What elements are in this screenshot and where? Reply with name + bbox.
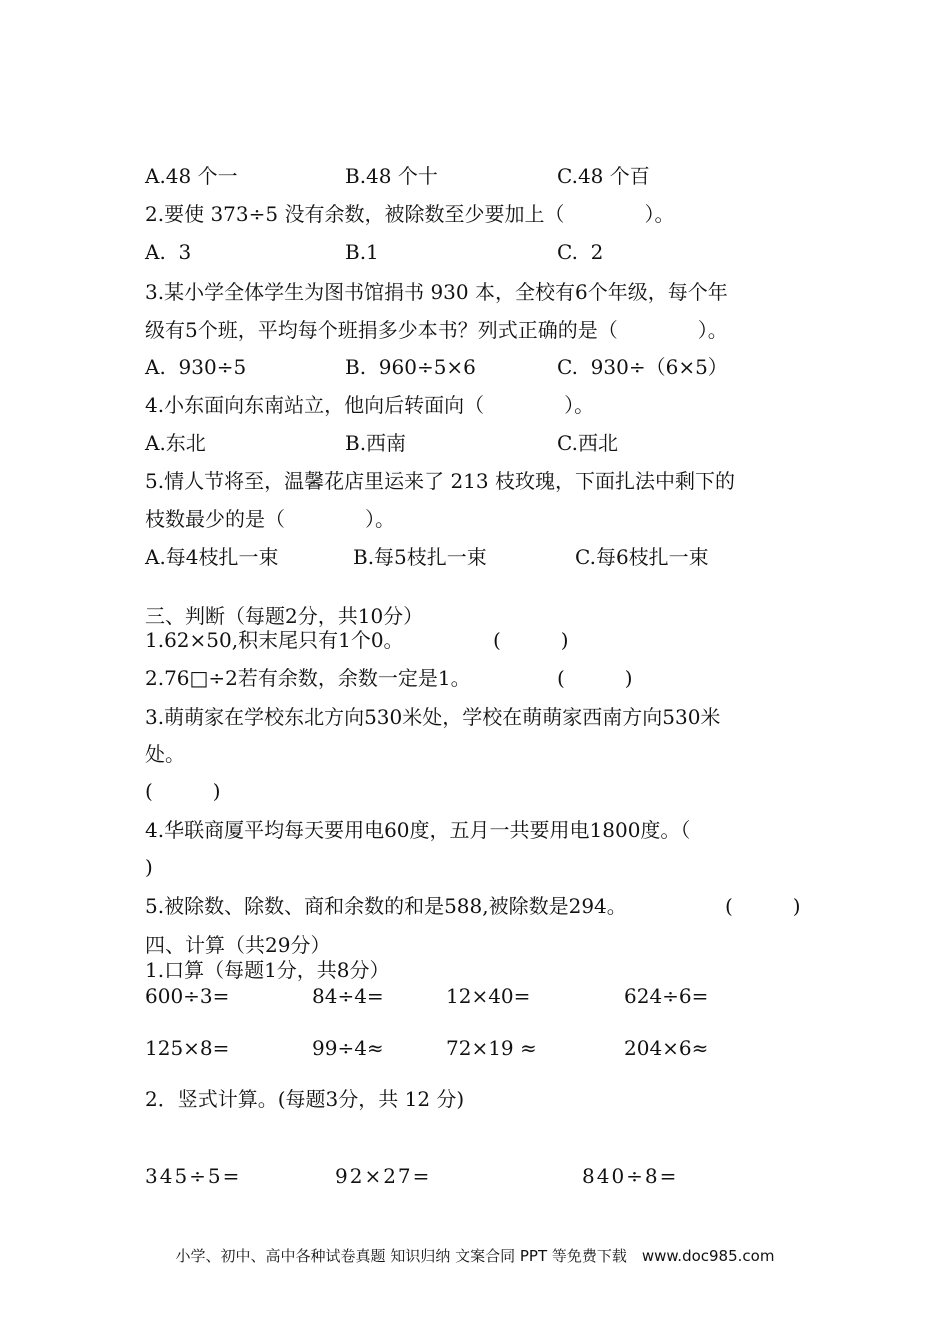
calc-heading: 四、计算（共29分） <box>145 933 331 957</box>
judge-5: 5.被除数、除数、商和余数的和是588,被除数是294。 <box>145 894 627 918</box>
oral-item: 125×8= <box>145 1036 230 1060</box>
judge-1: 1.62×50,积末尾只有1个0。 <box>145 628 404 652</box>
judge-1-answer-paren: ( ) <box>493 628 569 652</box>
q1-option-b: B.48 个十 <box>345 164 438 188</box>
oral-calc-heading: 1.口算（每题1分，共8分） <box>145 958 390 982</box>
q3-option-a: A. 930÷5 <box>145 355 247 379</box>
q5-option-a: A.每4枝扎一束 <box>145 545 279 569</box>
q2-option-c: C. 2 <box>557 240 604 264</box>
q5-option-b: B.每5枝扎一束 <box>353 545 487 569</box>
question-5-line-1: 5.情人节将至，温馨花店里运来了 213 枝玫瑰，下面扎法中剩下的 <box>145 469 735 493</box>
oral-item: 99÷4≈ <box>312 1036 384 1060</box>
vertical-item: 345÷5= <box>145 1164 242 1188</box>
vertical-item: 840÷8= <box>582 1164 679 1188</box>
vertical-calc-heading: 2．竖式计算。(每题3分，共 12 分) <box>145 1087 465 1111</box>
judge-3-line-1: 3.萌萌家在学校东北方向530米处，学校在萌萌家西南方向530米 <box>145 705 721 729</box>
oral-item: 624÷6= <box>624 984 709 1008</box>
oral-item: 600÷3= <box>145 984 230 1008</box>
judge-4-line-1: 4.华联商厦平均每天要用电60度，五月一共要用电1800度。（ <box>145 818 691 842</box>
question-4: 4.小东面向东南站立，他向后转面向（ ）。 <box>145 393 595 417</box>
oral-item: 84÷4= <box>312 984 384 1008</box>
judge-2: 2.76□÷2若有余数，余数一定是1。 <box>145 666 471 690</box>
question-3-line-1: 3.某小学全体学生为图书馆捐书 930 本，全校有6个年级，每个年 <box>145 280 728 304</box>
q4-option-c: C.西北 <box>557 431 618 455</box>
q3-option-b: B. 960÷5×6 <box>345 355 476 379</box>
question-5-line-2: 枝数最少的是（ ）。 <box>145 507 395 531</box>
question-3-line-2: 级有5个班，平均每个班捐多少本书？列式正确的是（ ）。 <box>145 318 728 342</box>
question-2: 2.要使 373÷5 没有余数，被除数至少要加上（ ）。 <box>145 202 675 226</box>
judge-heading: 三、判断（每题2分，共10分） <box>145 604 424 628</box>
q1-option-c: C.48 个百 <box>557 164 650 188</box>
oral-item: 204×6≈ <box>624 1036 709 1060</box>
judge-3-line-2: 处。 <box>145 742 185 766</box>
judge-3-answer-paren: ( ) <box>145 779 221 803</box>
q1-option-a: A.48 个一 <box>145 164 238 188</box>
oral-item: 12×40= <box>446 984 531 1008</box>
q4-option-b: B.西南 <box>345 431 407 455</box>
q4-option-a: A.东北 <box>145 431 206 455</box>
judge-5-answer-paren: ( ) <box>725 894 801 918</box>
judge-2-answer-paren: ( ) <box>557 666 633 690</box>
q3-option-c: C. 930÷（6×5） <box>557 355 728 379</box>
q2-option-b: B.1 <box>345 240 379 264</box>
vertical-item: 92×27= <box>335 1164 432 1188</box>
q5-option-c: C.每6枝扎一束 <box>575 545 709 569</box>
page-footer: 小学、初中、高中各种试卷真题 知识归纳 文案合同 PPT 等免费下载 www.doc985.com <box>175 1247 775 1265</box>
q2-option-a: A. 3 <box>145 240 192 264</box>
oral-item: 72×19 ≈ <box>446 1036 537 1060</box>
judge-4-line-2: ) <box>145 855 153 879</box>
